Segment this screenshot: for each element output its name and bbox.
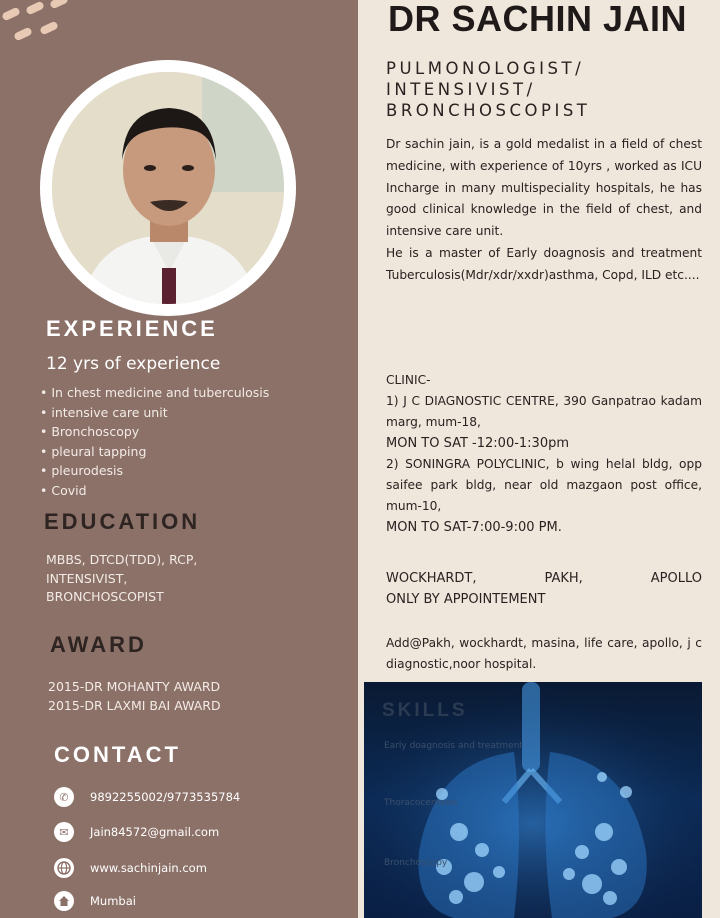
award-item: 2015-DR MOHANTY AWARD	[48, 679, 221, 694]
clinic-1-timing: MON TO SAT -12:00-1:30pm	[386, 436, 570, 451]
location-text: Mumbai	[90, 894, 136, 908]
email-address[interactable]: Jain84572@gmail.com	[90, 825, 220, 839]
skill-item: Thoracocentesis	[384, 798, 458, 808]
clinic-2-timing: MON TO SAT-7:00-9:00 PM.	[386, 520, 562, 535]
experience-heading: EXPERIENCE	[46, 316, 218, 341]
hospital-name: WOCKHARDT,	[386, 571, 477, 586]
hospital-name: APOLLO	[650, 571, 702, 586]
clinic-heading: CLINIC-	[386, 373, 431, 387]
bio-paragraph: He is a master of Early doagnosis and treatment Tuberculosis(Mdr/xdr/xxdr)asthma, Copd, ILD etc....	[386, 245, 702, 282]
right-panel	[358, 0, 720, 918]
appointment-note: ONLY BY APPOINTEMENT	[386, 592, 546, 607]
email-icon: ✉	[54, 822, 74, 842]
contact-location	[54, 889, 136, 913]
contact-phone[interactable]	[54, 785, 240, 809]
award-item: 2015-DR LAXMI BAI AWARD	[48, 697, 221, 713]
role-line: INTENSIVIST/	[386, 80, 536, 99]
education-line: INTENSIVIST,	[46, 570, 128, 586]
education-line: MBBS, DTCD(TDD), RCP,	[46, 552, 198, 567]
doctor-role	[386, 58, 590, 121]
profile-photo-frame	[40, 60, 296, 316]
experience-list	[40, 383, 269, 501]
education-line: BRONCHOSCOPIST	[46, 589, 164, 604]
bio-text	[386, 134, 702, 287]
skills-panel	[364, 682, 702, 918]
profile-photo	[52, 72, 284, 304]
list-item: • pleural tapping	[40, 442, 269, 462]
left-panel	[0, 0, 358, 918]
role-line: PULMONOLOGIST/	[386, 59, 585, 78]
bio-paragraph: Dr sachin jain, is a gold medalist in a field of chest medicine, with experience of 10yrs , worked as ICU Incharge in many multispeciality hospitals, he has good clinical knowledge in the field of chest, and intensive care unit.	[386, 137, 702, 239]
list-item: • pleurodesis	[40, 461, 269, 481]
contact-heading: CONTACT	[54, 742, 181, 767]
hospitals-section	[386, 568, 702, 610]
phone-number[interactable]: 9892255002/9773535784	[90, 790, 241, 804]
phone-icon: ✆	[54, 787, 74, 807]
list-item: • intensive care unit	[40, 403, 269, 423]
contact-email[interactable]	[54, 820, 219, 844]
clinic-2-address: 2) SONINGRA POLYCLINIC, b wing helal bldg, opp saifee park bldg, near old mazgaon post office, mum-10,	[386, 457, 702, 513]
hospital-names	[386, 568, 702, 589]
address-text: Add@Pakh, wockhardt, masina, life care, apollo, j c diagnostic,noor hospital.	[386, 636, 702, 671]
list-item: • Covid	[40, 481, 269, 501]
skill-item: Early doagnosis and treatment	[384, 741, 523, 751]
education-heading: EDUCATION	[44, 509, 201, 534]
hospital-name: PAKH,	[544, 571, 583, 586]
list-item: • Bronchoscopy	[40, 422, 269, 442]
experience-summary: 12 yrs of experience	[46, 354, 221, 374]
clinic-section	[386, 370, 702, 538]
doctor-name: DR SACHIN JAIN	[388, 0, 688, 39]
award-list	[48, 678, 221, 715]
decorative-dots	[0, 0, 80, 50]
education-details	[46, 551, 306, 607]
website-link[interactable]: www.sachinjain.com	[90, 861, 207, 875]
role-line: BRONCHOSCOPIST	[386, 101, 591, 120]
contact-website[interactable]	[54, 856, 207, 880]
skills-heading: SKILLS	[382, 700, 468, 721]
globe-icon	[54, 858, 74, 878]
award-heading: AWARD	[50, 632, 147, 657]
list-item: • In chest medicine and tuberculosis	[40, 383, 269, 403]
clinic-1-address: 1) J C DIAGNOSTIC CENTRE, 390 Ganpatrao kadam marg, mum-18,	[386, 394, 702, 429]
location-icon	[54, 891, 74, 911]
skill-item: Bronchoscopy	[384, 858, 448, 868]
